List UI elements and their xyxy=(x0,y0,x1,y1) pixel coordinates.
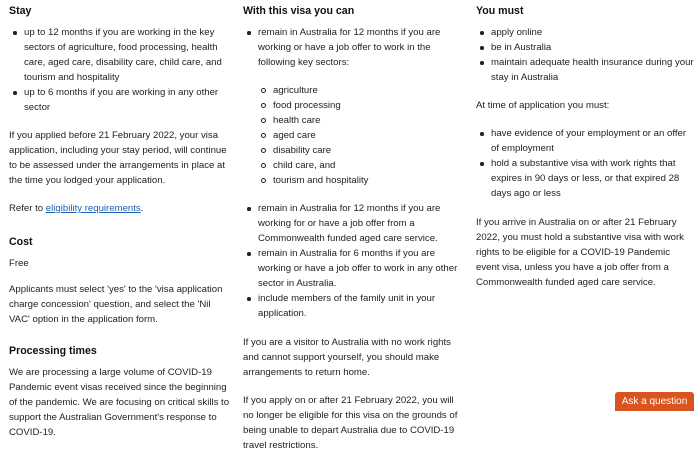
cost-value: Free xyxy=(9,258,29,269)
list-item: up to 12 months if you are working in the key sectors of agriculture, food processing, health care, aged care, disability care, child care, and tourism and hospitality xyxy=(9,25,233,85)
cost-paragraph: Applicants must select 'yes' to the 'visa application charge concession' question, and select the 'Nil VAC' option in the application form. xyxy=(9,284,223,325)
sector-list xyxy=(258,83,463,188)
processing-paragraph: We are processing a large volume of COVID-19 Pandemic event visas received since the beginning of the pandemic. We are focusing on critical skills to support the Australian Government's response to COVID-19. xyxy=(9,367,230,438)
processing-heading: Processing times xyxy=(9,345,97,357)
can-list xyxy=(243,25,463,321)
list-item: remain in Australia for 6 months if you are working or have a job offer to work in any other sector in Australia. xyxy=(243,246,463,291)
list-item: have evidence of your employment or an offer of employment xyxy=(476,126,694,156)
eligibility-requirements-link[interactable]: eligibility requirements xyxy=(45,203,141,214)
list-item: child care, and xyxy=(258,158,463,173)
list-item: up to 6 months if you are working in any other sector xyxy=(9,85,233,115)
list-item: aged care xyxy=(258,128,463,143)
at-time-paragraph: At time of application you must: xyxy=(476,100,610,111)
list-item: health care xyxy=(258,113,463,128)
apply-after-paragraph: If you apply on or after 21 February 2022, you will no longer be eligible for this visa on the grounds of being unable to depart Australia due to COVID-19 travel restrictions. xyxy=(243,395,458,451)
list-item: be in Australia xyxy=(476,40,694,55)
stay-paragraph: If you applied before 21 February 2022, your visa application, including your stay period, will continue to be assessed under the arrangements in place at the time you lodged your application. xyxy=(9,130,227,186)
refer-suffix: . xyxy=(140,203,144,214)
application-list xyxy=(476,126,694,201)
can-item-text: remain in Australia for 12 months if you are working or have a job offer to work in the following key sectors: xyxy=(258,27,441,68)
refer-prefix: Refer to xyxy=(9,203,46,214)
visa-can-column xyxy=(243,0,463,453)
stay-heading: Stay xyxy=(9,5,32,17)
can-heading: With this visa you can xyxy=(243,5,355,17)
visitor-paragraph: If you are a visitor to Australia with no work rights and cannot support yourself, you should make arrangements to return home. xyxy=(243,337,451,378)
arrive-paragraph: If you arrive in Australia on or after 21 February 2022, you must hold a substantive visa with work rights to be eligible for a COVID-19 Pandemic event visa, unless you have a job offer from a Commonwealth funded aged care service. xyxy=(476,217,684,288)
list-item: include members of the family unit in your application. xyxy=(243,291,463,321)
list-item: disability care xyxy=(258,143,463,158)
list-item xyxy=(243,25,463,188)
list-item: remain in Australia for 12 months if you are working for or have a job offer from a Commonwealth funded aged care service. xyxy=(243,201,463,246)
cost-heading: Cost xyxy=(9,236,33,248)
refer-paragraph xyxy=(9,201,233,216)
list-item: apply online xyxy=(476,25,694,40)
you-must-column xyxy=(476,0,694,290)
stay-cost-processing-column xyxy=(9,0,233,440)
list-item: agriculture xyxy=(258,83,463,98)
list-item: tourism and hospitality xyxy=(258,173,463,188)
must-list xyxy=(476,25,694,85)
stay-list xyxy=(9,25,233,115)
must-heading: You must xyxy=(476,5,524,17)
list-item: maintain adequate health insurance during your stay in Australia xyxy=(476,55,694,85)
list-item: hold a substantive visa with work rights that expires in 90 days or less, or that expired 28 days ago or less xyxy=(476,156,694,201)
list-item: food processing xyxy=(258,98,463,113)
ask-a-question-button[interactable]: Ask a question xyxy=(615,392,694,411)
